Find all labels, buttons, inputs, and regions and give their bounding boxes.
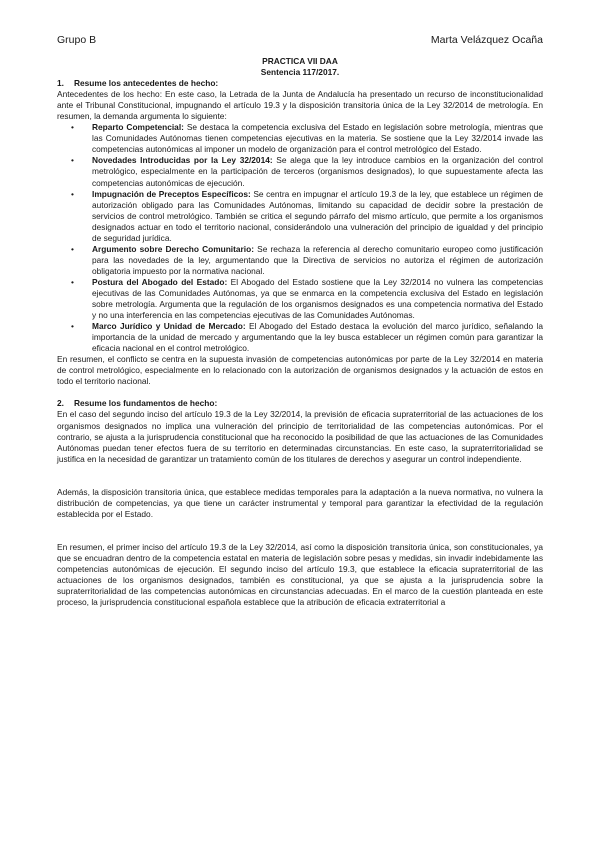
document-title: PRACTICA VII DAA — [262, 56, 338, 66]
section-2-title: Resume los fundamentos de hecho: — [74, 398, 218, 409]
bullet-icon: • — [71, 321, 74, 332]
section-2-paragraph-1: En el caso del segundo inciso del artículo 19.3 de la Ley 32/2014, la previsión de eficacia supraterritorial de las actuaciones de los organismos designados no implica una vulneración del principio de territorialidad de las competencias autonómicas. Por el contrario, se ajusta a la jurisprudencia constitucional que ha reconocido la posibilidad de que las actuaciones de las Comunidades Autónomas puedan tener efectos fuera de su territorio en determinadas circunstancias. En este caso, la supraterritorialidad se justifica en la necesidad de garantizar un tratamiento común de los titulares de derechos y asegurar un control independiente. — [57, 409, 543, 464]
section-1-summary: En resumen, el conflicto se centra en la supuesta invasión de competencias autonómicas por parte de la Ley 32/2014 en materia de control metrológico, especialmente en lo relacionado con la autorización de organismos designados y la actuación de estos en todo el territorio nacional. — [57, 354, 543, 387]
spacer — [57, 465, 543, 487]
bullet-text: Se alega que la ley introduce cambios en la organización del control metrológico, especialmente en la participación de terceros (organismos designados), lo que supuestamente afecta las competencias autonómicas de ejecución. — [92, 155, 543, 188]
section-2-paragraph-3: En resumen, el primer inciso del artículo 19.3 de la Ley 32/2014, así como la disposición transitoria única, son constitucionales, ya que se encuadran dentro de la competencia estatal en materia de legislación sobre pesas y medidas, sin invadir indebidamente las competencias autonómicas de ejecución. El segundo inciso del artículo 19.3, que establece la eficacia supraterritorial de las actuaciones de los organismos designados, también es constitucional, ya que se ajusta a la jurisprudencia sobre la supraterritorialidad de las competencias autonómicas en circunstancias adecuadas. En el marco de la cuestión planteada en este proceso, la jurisprudencia constitucional española establece que la atribución de eficacia extraterritorial a — [57, 541, 543, 608]
bullet-icon: • — [71, 243, 74, 254]
section-2-heading — [57, 398, 543, 409]
list-item — [57, 244, 543, 277]
spacer — [57, 387, 543, 398]
bullet-label: Impugnación de Preceptos Específicos: — [92, 188, 251, 199]
bullet-text: El Abogado del Estado sostiene que la Ley 32/2014 no vulnera las competencias ejecutivas de las Comunidades Autónomas, ya que se enmarca en la competencia exclusiva del Estado en legislación sobre metrología. Argumenta que la regulación de los organismos designados es una competencia normativa del Estado y no una interferencia en las competencias ejecutivas de las Comunidades Autónomas. — [92, 276, 543, 321]
bullet-label: Postura del Abogado del Estado: — [92, 276, 228, 287]
section-2-number: 2. — [57, 398, 64, 409]
bullet-label: Reparto Competencial: — [92, 122, 184, 133]
header-group: Grupo B — [57, 34, 97, 46]
bullet-label: Marco Jurídico y Unidad de Mercado: — [92, 321, 246, 332]
document-body — [57, 56, 543, 608]
bullet-icon: • — [71, 188, 74, 199]
list-item — [57, 277, 543, 321]
section-1-heading — [57, 78, 543, 89]
section-1-bullet-list — [57, 122, 543, 354]
list-item — [57, 122, 543, 155]
bullet-icon: • — [71, 122, 74, 133]
list-item — [57, 189, 543, 244]
bullet-text: Se rechaza la referencia al derecho comunitario europeo como justificación para las novedades de la ley, argumentando que la Directiva de servicios no autoriza el régimen de autorización obligatoria impuesto por la normativa nacional. — [92, 243, 543, 276]
section-1-number: 1. — [57, 78, 64, 89]
header-author: Marta Velázquez Ocaña — [430, 34, 543, 46]
bullet-icon: • — [71, 155, 74, 166]
document-subtitle: Sentencia 117/2017. — [260, 67, 340, 78]
list-item — [57, 321, 543, 354]
section-1-title: Resume los antecedentes de hecho: — [74, 78, 219, 89]
section-2-paragraph-2: Además, la disposición transitoria única, que establece medidas temporales para la adaptación a la nueva normativa, no vulnera la distribución de competencias, ya que tiene un carácter instrumental y temporal para garantizar la efectividad de la regulación establecida por el Estado. — [57, 486, 543, 519]
spacer — [57, 520, 543, 542]
bullet-text: Se centra en impugnar el artículo 19.3 de la ley, que establece un régimen de autorización obligado para las Comunidades Autónomas, limitando su capacidad de decidir sobre la prestación de servicios de control metrológico. También se critica el segundo párrafo del mismo artículo, que permite a los organismos designados actuar en todo el territorio nacional, considerándolo una vulneración del principio de igualdad y del principio de seguridad jurídica. — [92, 188, 544, 243]
section-1-intro: Antecedentes de los hecho: En este caso, la Letrada de la Junta de Andalucía ha presentado un recurso de inconstitucionalidad ante el Tribunal Constitucional, impugnando el artículo 19.3 y la disposición transitoria única de la Ley 32/2014 de metrología. En resumen, la demanda argumenta lo siguiente: — [57, 89, 543, 122]
bullet-text: Se destaca la competencia exclusiva del Estado en legislación sobre metrología, mientras que las Comunidades Autónomas tienen competencias ejecutivas en la materia. Se sostiene que la Ley 32/2014 invade las competencias autonómicas al imponer un modelo de organización para el control metrológico del Estado. — [92, 122, 543, 155]
bullet-icon: • — [71, 276, 74, 287]
list-item — [57, 155, 543, 188]
bullet-text: El Abogado del Estado destaca la evolución del marco jurídico, señalando la importancia de la unidad de mercado y argumentando que la ley busca establecer un régimen común para garantizar la eficacia nacional en el control metrológico. — [92, 321, 543, 354]
bullet-label: Argumento sobre Derecho Comunitario: — [92, 243, 254, 254]
bullet-label: Novedades Introducidas por la Ley 32/2014: — [92, 155, 273, 166]
